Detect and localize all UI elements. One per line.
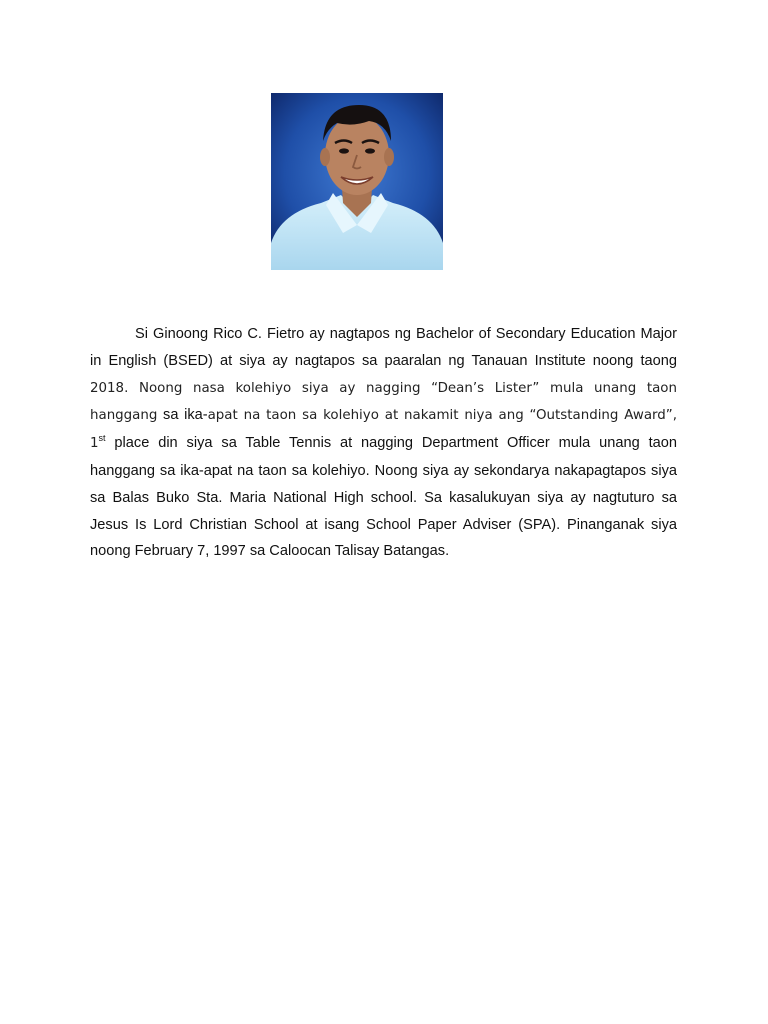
ear-right [384, 148, 394, 166]
bio-segment-1: Si Ginoong Rico C. Fietro ay nagtapos ng Bachelor of Secondary Education Major in English (BSED) at siya ay nagtapos sa paaralan ng Tanauan Institute noong taong [90, 326, 677, 369]
bio-segment-2: 2018. Noong nasa kolehiyo siya ay nagging “Dean’s Lister” mula unang taon hanggang [90, 380, 677, 424]
ear-left [320, 148, 330, 166]
eye-right [365, 148, 375, 153]
ordinal-superscript: st [98, 433, 106, 444]
portrait-image [271, 93, 443, 270]
bio-segment-5: place din siya sa Table Tennis at nagging Department Officer mula unang taon hanggang sa ika-apat na taon sa kolehiyo. Noong siya ay sekondarya nakapagtapos siya sa Balas Buko Sta. Maria National High school. Sa kasalukuyan siya ay nagtuturo sa Jesus Is Lord Christian School at isang School Paper Adviser (SPA). Pinanganak siya noong February 7, 1997 sa Caloocan Talisay Batangas. [90, 435, 677, 560]
eye-left [339, 148, 349, 153]
profile-photo [271, 93, 443, 270]
biography-paragraph [90, 321, 677, 565]
bio-segment-4: apat na taon sa kolehiyo at nakamit niya ang “Outstanding Award”, 1 [90, 408, 677, 452]
bio-segment-3: sa ika- [157, 407, 208, 424]
